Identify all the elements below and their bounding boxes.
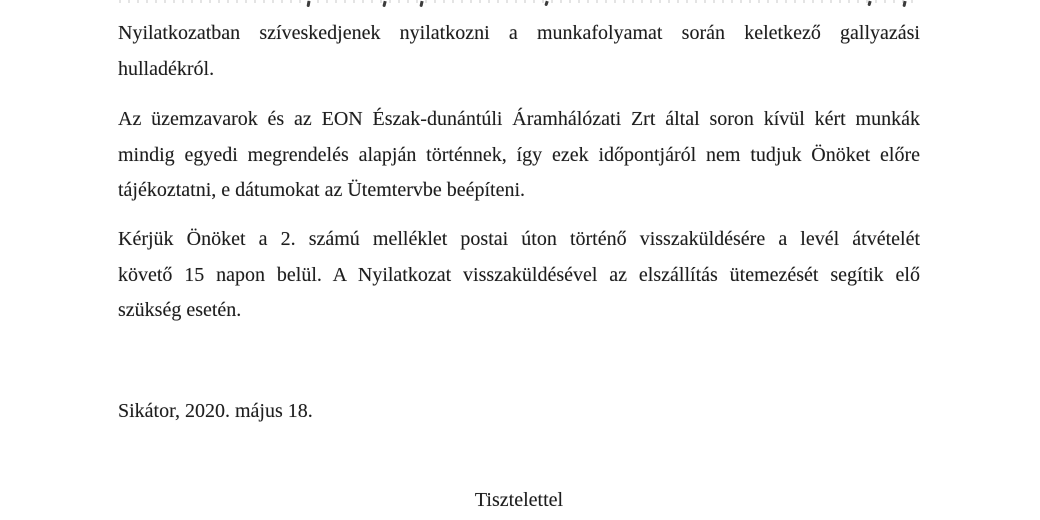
comma-fragment	[867, 1, 871, 7]
paragraph-request	[118, 222, 920, 329]
text-line: Nyilatkozatban szíveskedjenek nyilatkozni a munkafolyamat során keletkező gallyazási	[118, 22, 920, 44]
paragraph-outages	[118, 102, 920, 209]
text-line: hulladékról.	[118, 57, 215, 80]
comma-fragment	[544, 1, 548, 7]
closing-salutation: Tisztelettel	[474, 489, 564, 511]
text-line: követő 15 napon belül. A Nyilatkozat visszaküldésével az elszállítás ütemezését segítik elő	[118, 263, 920, 286]
letter-descender-fragment	[382, 1, 386, 8]
text-line: Kérjük Önöket a 2. számú melléklet postai úton történő visszaküldésére a levél átvételét	[118, 228, 920, 250]
letter-descender-fragment	[307, 1, 311, 7]
text-line: szükség esetén.	[118, 299, 242, 321]
date-line: Sikátor, 2020. május 18.	[118, 400, 313, 422]
letter-descender-fragment	[419, 1, 423, 7]
text-line: Az üzemzavarok és az EON Észak-dunántúli Áramhálózati Zrt által soron kívül kért munkák	[118, 108, 920, 130]
text-line: tájékoztatni, e dátumokat az Ütemtervbe beépíteni.	[118, 179, 526, 201]
clipped-line-baseline	[119, 0, 920, 3]
paragraph-declaration	[118, 16, 920, 87]
text-line: mindig egyedi megrendelés alapján történnek, így ezek időpontjáról nem tudjuk Önöket előre	[118, 143, 920, 166]
letter-descender-fragment	[902, 1, 906, 7]
